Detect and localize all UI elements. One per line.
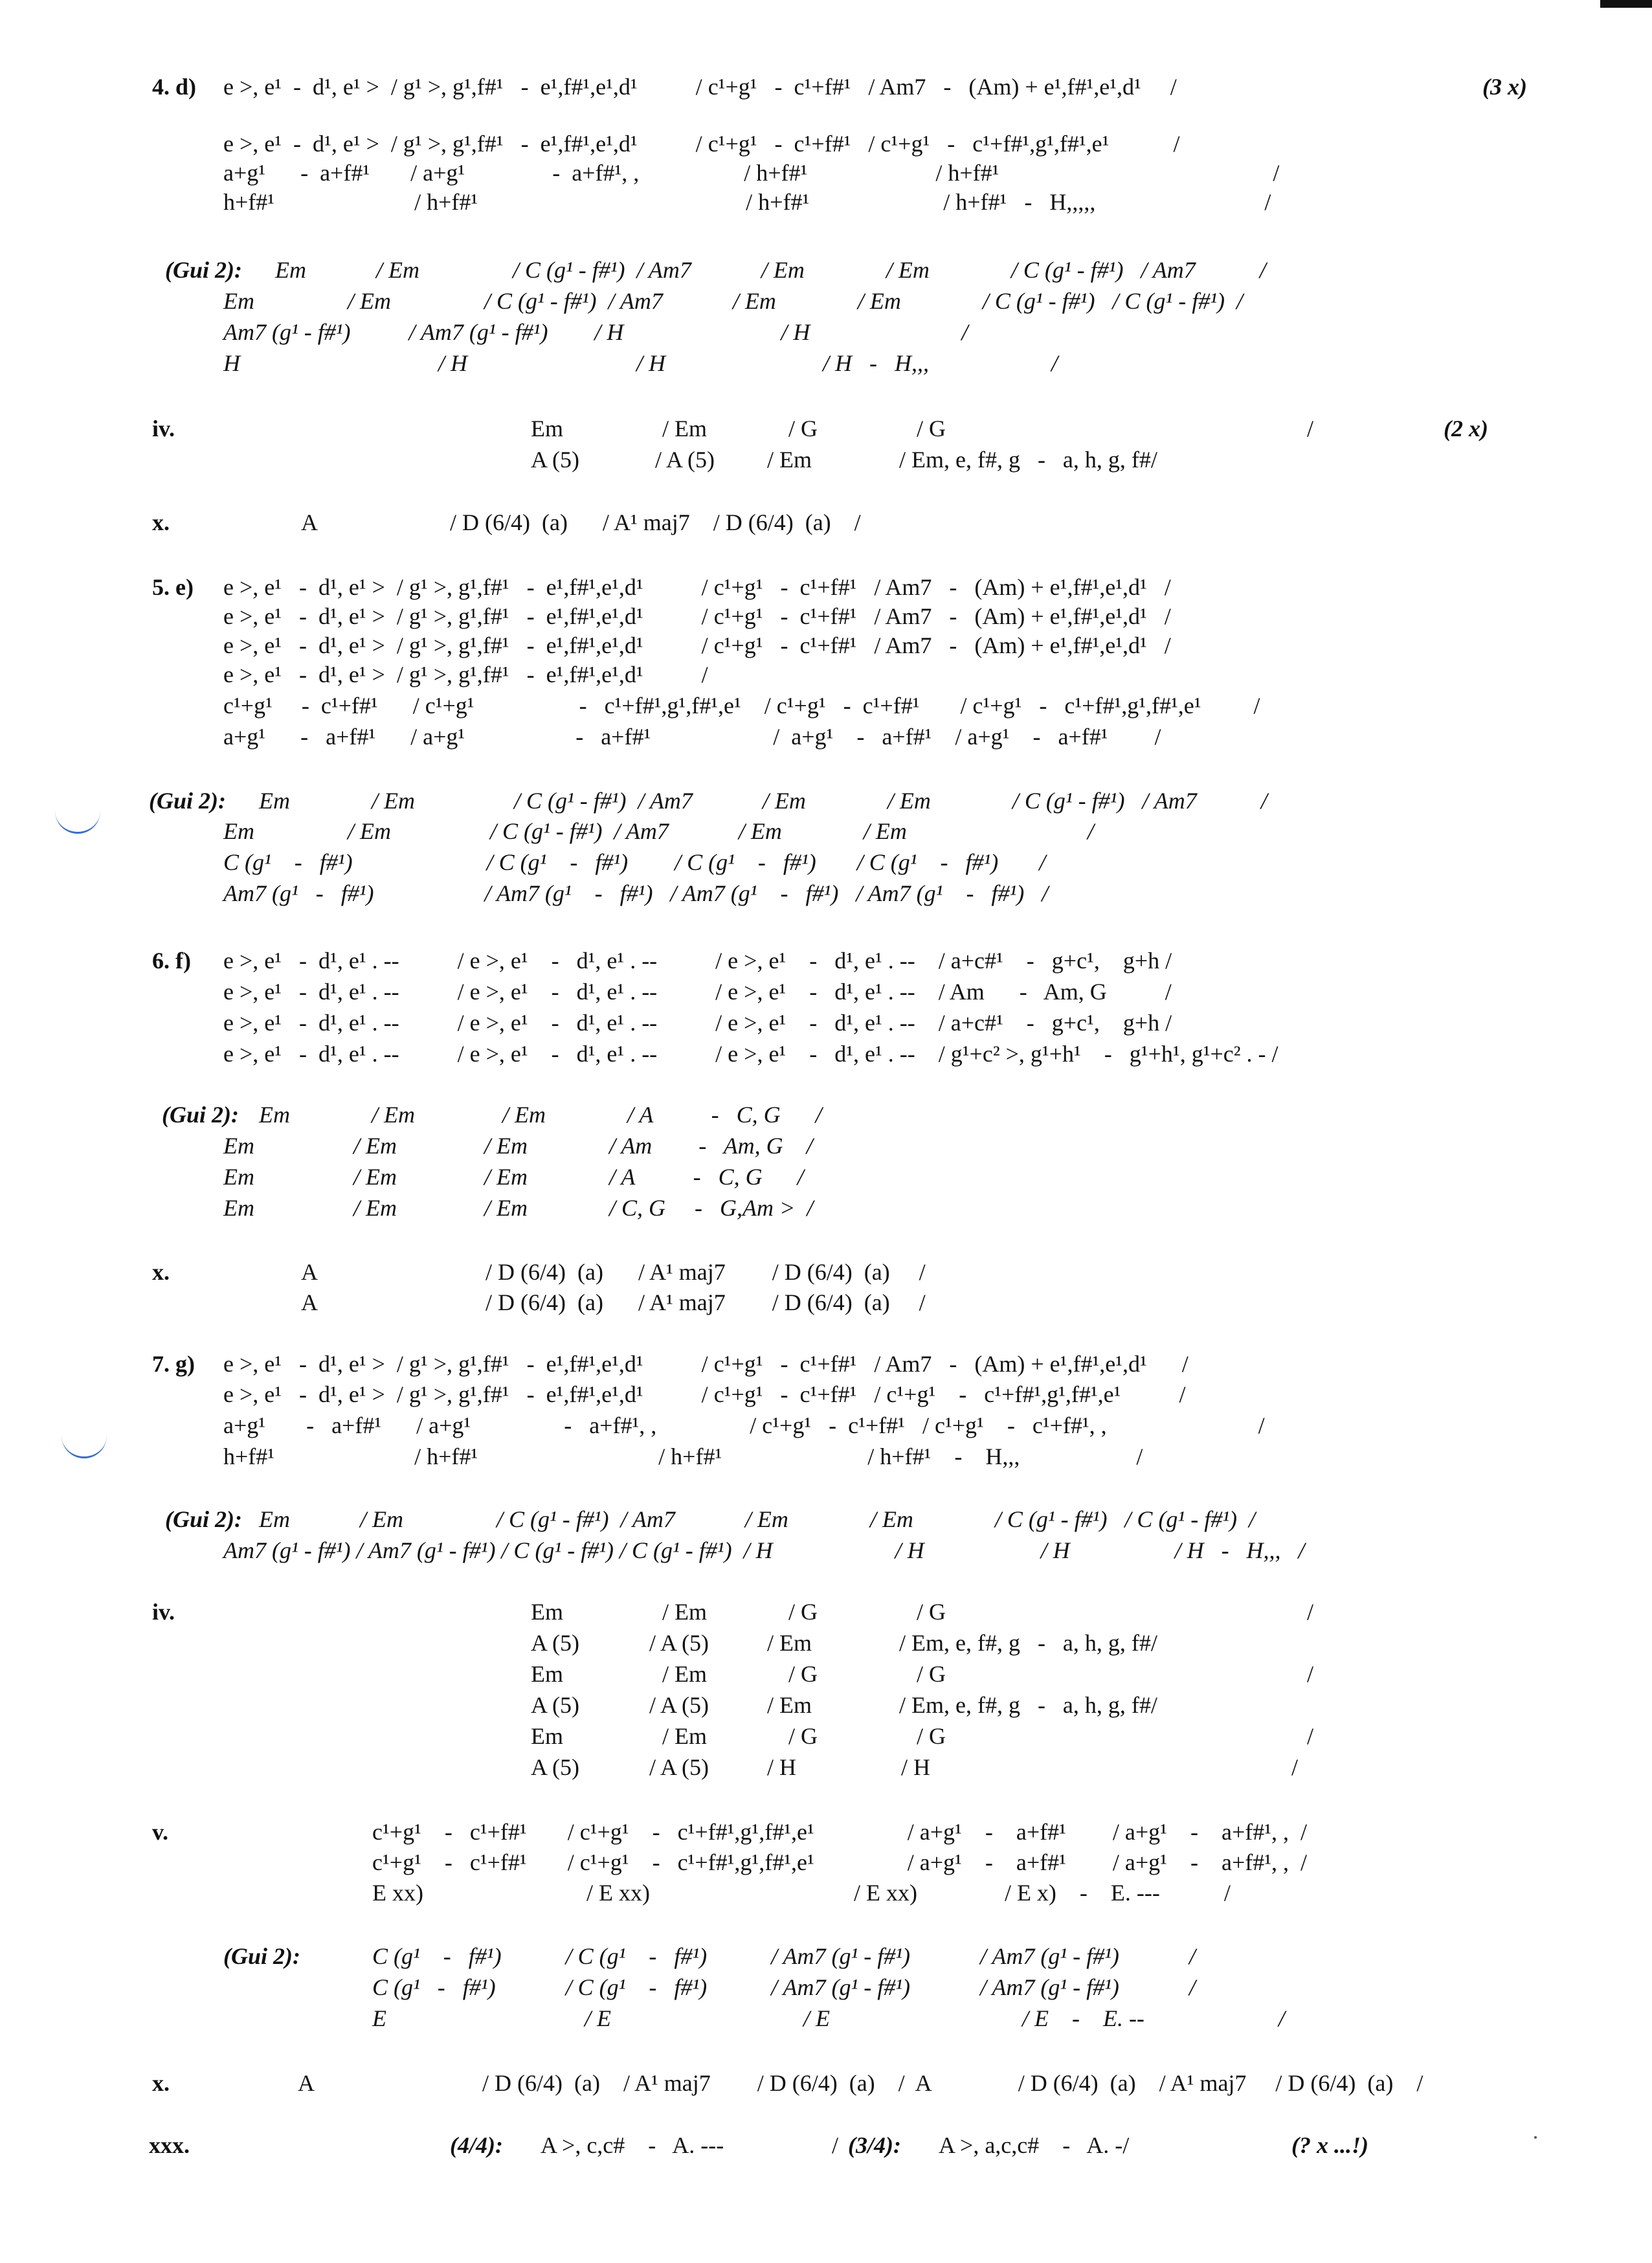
chord-line: Em / Em / G / G /	[531, 416, 1313, 441]
chord: A	[301, 509, 318, 535]
guitar2-chord-line: E / E / E / E - E. -- /	[372, 2005, 1285, 2031]
guitar2-label: (Gui 2):	[223, 1943, 300, 1969]
margin-mark	[55, 806, 100, 834]
guitar2-chord-line: Em / Em / C (g¹ - f#¹) / Am7 / Em / Em / C (g¹ - f#¹) / C (g¹ - f#¹) /	[223, 288, 1243, 314]
guitar2-label: (Gui 2):	[149, 788, 226, 814]
guitar2-label: (Gui 2):	[165, 1506, 242, 1532]
notation-line: e >, e¹ - d¹, e¹ > / g¹ >, g¹,f#¹ - e¹,f#¹,e¹,d¹ / c¹+g¹ - c¹+f#¹ / Am7 - (Am) + e¹,f#¹,e¹,d¹ /	[223, 603, 1171, 629]
chord-line: A / D (6/4) (a) / A¹ maj7 / D (6/4) (a) /	[301, 1259, 926, 1285]
guitar2-chord-line: Em / Em / Em / Am - Am, G /	[223, 1133, 813, 1159]
guitar2-label: (Gui 2):	[165, 257, 242, 283]
guitar2-chord-line: Em / Em / Em / A - C, G /	[259, 1102, 822, 1128]
chord-line: Em / Em / G / G /	[531, 1723, 1313, 1749]
notation-line: e >, e¹ - d¹, e¹ > / g¹ >, g¹,f#¹ - e¹,f#¹,e¹,d¹ / c¹+g¹ - c¹+f#¹ / Am7 - (Am) + e¹,f#¹,e¹,d¹ /	[223, 574, 1171, 600]
ending-line: A >, a,c,c# - A. -/	[939, 2132, 1130, 2158]
section-label-iv: iv.	[152, 1599, 175, 1625]
chord-line: / D (6/4) (a) / A¹ maj7 / D (6/4) (a) /	[450, 509, 861, 535]
guitar2-chord-line: C (g¹ - f#¹) / C (g¹ - f#¹) / Am7 (g¹ - f#¹) / Am7 (g¹ - f#¹) /	[372, 1943, 1196, 1969]
margin-mark	[61, 1431, 107, 1458]
repeat-count: (2 x)	[1444, 416, 1488, 441]
page-corner-mark	[1600, 0, 1652, 8]
speck	[1534, 2136, 1537, 2139]
bar-separator: /	[832, 2132, 839, 2158]
section-label-x: x.	[152, 1259, 170, 1285]
guitar2-chord-line: Em / Em / Em / C, G - G,Am > /	[223, 1195, 814, 1221]
notation-line: e >, e¹ - d¹, e¹ . -- / e >, e¹ - d¹, e¹ . -- / e >, e¹ - d¹, e¹ . -- / Am - Am, G /	[223, 979, 1172, 1005]
notation-line: e >, e¹ - d¹, e¹ > / g¹ >, g¹,f#¹ - e¹,f#¹,e¹,d¹ / c¹+g¹ - c¹+f#¹ / Am7 - (Am) + e¹,f#¹,e¹,d¹ /	[223, 632, 1171, 658]
chord-line: A (5) / A (5) / Em / Em, e, f#, g - a, h, g, f#/	[531, 447, 1157, 473]
guitar2-chord-line: Am7 (g¹ - f#¹) / Am7 (g¹ - f#¹) / H / H /	[223, 319, 968, 345]
guitar2-chord-line: H / H / H / H - H,,, /	[223, 350, 1058, 376]
notation-line: a+g¹ - a+f#¹ / a+g¹ - a+f#¹ / a+g¹ - a+f#¹ / a+g¹ - a+f#¹ /	[223, 724, 1161, 750]
chord-line: A / D (6/4) (a) / A¹ maj7 / D (6/4) (a) / A / D (6/4) (a) / A¹ maj7 / D (6/4) (a) /	[298, 2070, 1423, 2096]
guitar2-chord-line: C (g¹ - f#¹) / C (g¹ - f#¹) / C (g¹ - f#¹) / C (g¹ - f#¹) /	[223, 849, 1046, 875]
notation-line: c¹+g¹ - c¹+f#¹ / c¹+g¹ - c¹+f#¹,g¹,f#¹,e¹ / a+g¹ - a+f#¹ / a+g¹ - a+f#¹, , /	[372, 1819, 1308, 1845]
repeat-count: (3 x)	[1482, 74, 1527, 100]
section-label-iv: iv.	[152, 416, 175, 441]
notation-line: e >, e¹ - d¹, e¹ > / g¹ >, g¹,f#¹ - e¹,f#¹,e¹,d¹ / c¹+g¹ - c¹+f#¹ / c¹+g¹ - c¹+f#¹,g¹,f#¹,e¹ /	[223, 131, 1180, 157]
notation-line: h+f#¹ / h+f#¹ / h+f#¹ / h+f#¹ - H,,, /	[223, 1444, 1143, 1469]
chord-line: Em / Em / G / G /	[531, 1599, 1313, 1625]
section-label-x: x.	[152, 2070, 170, 2096]
section-label-6f: 6. f)	[152, 948, 191, 974]
section-label-xxx: xxx.	[149, 2132, 190, 2158]
guitar2-label: (Gui 2):	[162, 1102, 239, 1128]
guitar2-chord-line: Em / Em / Em / A - C, G /	[223, 1164, 804, 1190]
guitar2-chord-line: Am7 (g¹ - f#¹) / Am7 (g¹ - f#¹) / Am7 (g¹ - f#¹) / Am7 (g¹ - f#¹) /	[223, 880, 1049, 906]
meter-3-4: (3/4):	[848, 2132, 901, 2158]
notation-line: e >, e¹ - d¹, e¹ > / g¹ >, g¹,f#¹ - e¹,f#¹,e¹,d¹ /	[223, 662, 708, 687]
guitar2-chord-line: Em / Em / C (g¹ - f#¹) / Am7 / Em / Em / C (g¹ - f#¹) / Am7 /	[275, 257, 1266, 283]
notation-line: h+f#¹ / h+f#¹ / h+f#¹ / h+f#¹ - H,,,,, /	[223, 189, 1271, 215]
guitar2-chord-line: Em / Em / C (g¹ - f#¹) / Am7 / Em / Em /	[223, 818, 1094, 844]
notation-line: c¹+g¹ - c¹+f#¹ / c¹+g¹ - c¹+f#¹,g¹,f#¹,e¹ / a+g¹ - a+f#¹ / a+g¹ - a+f#¹, , /	[372, 1849, 1308, 1875]
section-label-4d: 4. d)	[152, 74, 197, 100]
chord-line: A (5) / A (5) / Em / Em, e, f#, g - a, h, g, f#/	[531, 1692, 1157, 1718]
notation-line: e >, e¹ - d¹, e¹ > / g¹ >, g¹,f#¹ - e¹,f#¹,e¹,d¹ / c¹+g¹ - c¹+f#¹ / c¹+g¹ - c¹+f#¹,g¹,f#¹,e¹ /	[223, 1381, 1186, 1407]
section-label-7g: 7. g)	[152, 1351, 195, 1377]
notation-line: E xx) / E xx) / E xx) / E x) - E. --- /	[372, 1880, 1231, 1906]
notation-line: e >, e¹ - d¹, e¹ . -- / e >, e¹ - d¹, e¹ . -- / e >, e¹ - d¹, e¹ . -- / a+c#¹ - g+c¹, g+h /	[223, 1010, 1172, 1036]
guitar2-chord-line: Em / Em / C (g¹ - f#¹) / Am7 / Em / Em / C (g¹ - f#¹) / C (g¹ - f#¹) /	[259, 1506, 1255, 1532]
notation-line: a+g¹ - a+f#¹ / a+g¹ - a+f#¹, , / h+f#¹ / h+f#¹ /	[223, 160, 1280, 186]
guitar2-chord-line: Em / Em / C (g¹ - f#¹) / Am7 / Em / Em / C (g¹ - f#¹) / Am7 /	[259, 788, 1267, 814]
chord-line: A (5) / A (5) / H / H /	[531, 1754, 1298, 1780]
repeat-note: (? x ...!)	[1291, 2132, 1368, 2158]
section-label-v: v.	[152, 1819, 169, 1845]
notation-line: c¹+g¹ - c¹+f#¹ / c¹+g¹ - c¹+f#¹,g¹,f#¹,e¹ / c¹+g¹ - c¹+f#¹ / c¹+g¹ - c¹+f#¹,g¹,f#¹,e¹ /	[223, 693, 1260, 719]
chord-line: Em / Em / G / G /	[531, 1661, 1313, 1687]
notation-line: e >, e¹ - d¹, e¹ > / g¹ >, g¹,f#¹ - e¹,f#¹,e¹,d¹ / c¹+g¹ - c¹+f#¹ / Am7 - (Am) + e¹,f#¹,e¹,d¹ /	[223, 74, 1177, 100]
ending-line: A >, c,c# - A. ---	[541, 2132, 724, 2158]
section-label-5e: 5. e)	[152, 574, 194, 600]
notation-line: e >, e¹ - d¹, e¹ . -- / e >, e¹ - d¹, e¹ . -- / e >, e¹ - d¹, e¹ . -- / a+c#¹ - g+c¹, g+h /	[223, 948, 1172, 974]
guitar2-chord-line: C (g¹ - f#¹) / C (g¹ - f#¹) / Am7 (g¹ - f#¹) / Am7 (g¹ - f#¹) /	[372, 1974, 1196, 2000]
notation-line: e >, e¹ - d¹, e¹ > / g¹ >, g¹,f#¹ - e¹,f#¹,e¹,d¹ / c¹+g¹ - c¹+f#¹ / Am7 - (Am) + e¹,f#¹,e¹,d¹ /	[223, 1351, 1189, 1377]
meter-4-4: (4/4):	[450, 2132, 503, 2158]
section-label-x: x.	[152, 509, 170, 535]
notation-line: e >, e¹ - d¹, e¹ . -- / e >, e¹ - d¹, e¹ . -- / e >, e¹ - d¹, e¹ . -- / g¹+c² >, g¹+h¹ - g¹+h¹, g¹+c² . - /	[223, 1041, 1278, 1067]
chord-line: A (5) / A (5) / Em / Em, e, f#, g - a, h, g, f#/	[531, 1630, 1157, 1656]
notation-line: a+g¹ - a+f#¹ / a+g¹ - a+f#¹, , / c¹+g¹ - c¹+f#¹ / c¹+g¹ - c¹+f#¹, , /	[223, 1412, 1265, 1438]
guitar2-chord-line: Am7 (g¹ - f#¹) / Am7 (g¹ - f#¹) / C (g¹ - f#¹) / C (g¹ - f#¹) / H / H / H / H - H,,, /	[223, 1537, 1305, 1563]
chord-line: A / D (6/4) (a) / A¹ maj7 / D (6/4) (a) /	[301, 1289, 926, 1315]
